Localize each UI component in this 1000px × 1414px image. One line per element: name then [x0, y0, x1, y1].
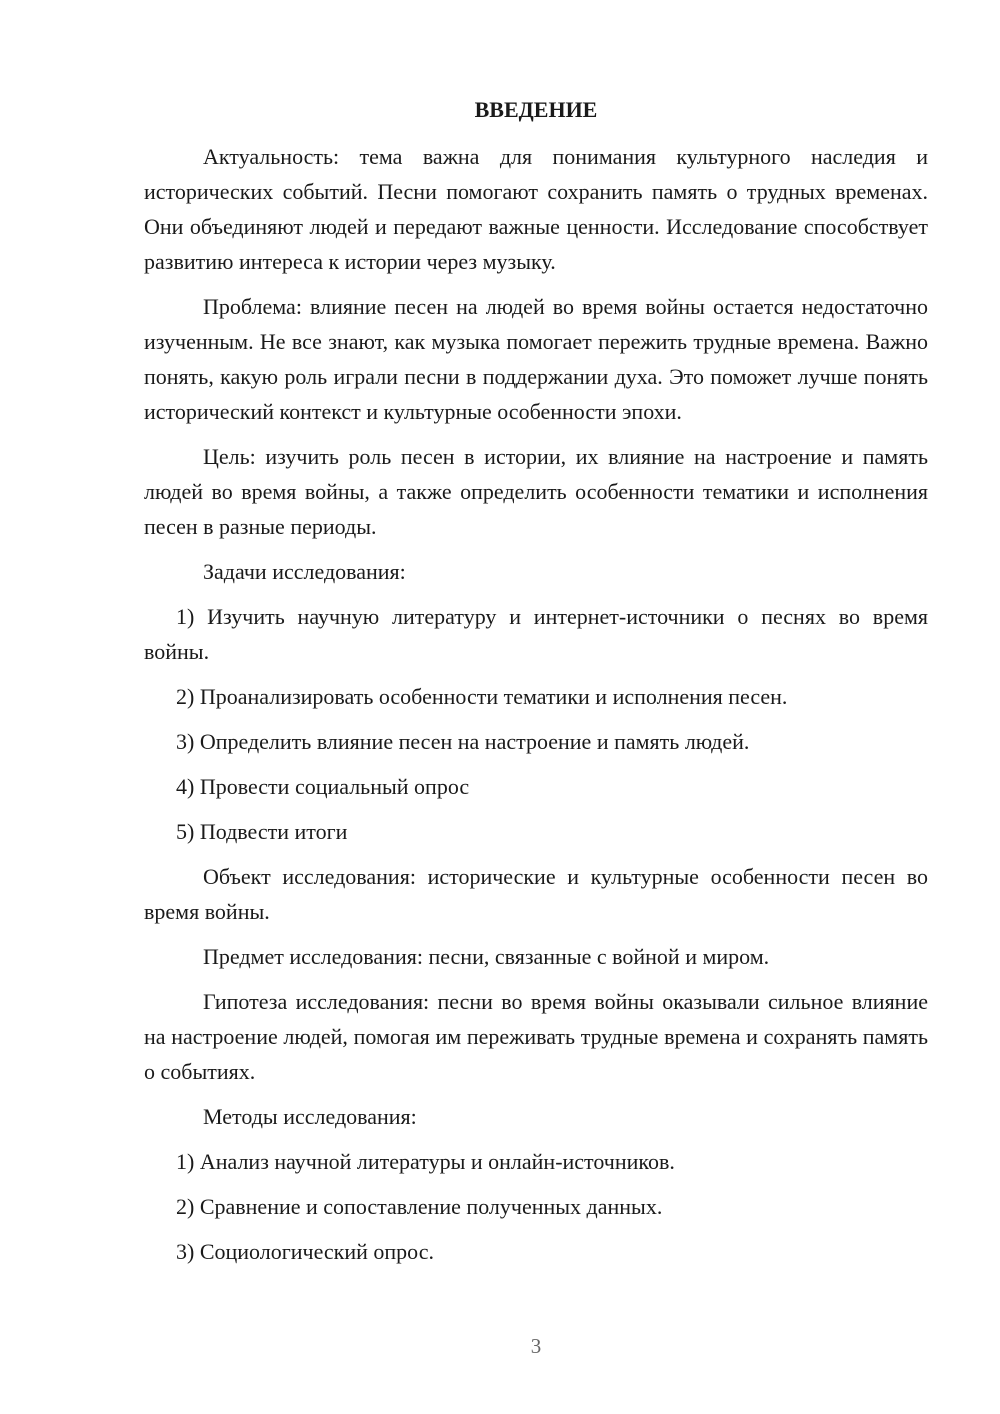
task-item: 3) Определить влияние песен на настроение и память людей. [176, 729, 750, 754]
page-number: 3 [530, 1334, 542, 1358]
methods-heading: Методы исследования: [203, 1104, 417, 1129]
hypothesis-paragraph: Гипотеза исследования: песни во время войны оказывали сильное влияние на настроение людей, помогая им переживать трудные времена и сохранять память о событиях. [144, 989, 928, 1084]
method-item: 2) Сравнение и сопоставление полученных данных. [176, 1194, 663, 1219]
method-item: 3) Социологический опрос. [176, 1239, 434, 1264]
page-title: ВВЕДЕНИЕ [474, 97, 598, 122]
object-paragraph: Объект исследования: исторические и культурные особенности песен во время войны. [144, 864, 928, 924]
problem-paragraph: Проблема: влияние песен на людей во время войны остается недостаточно изученным. Не все знают, как музыка помогает пережить трудные времена. Важно понять, какую роль играли песни в поддержании духа. Это поможет лучше понять исторический контекст и культурные особенности эпохи. [144, 294, 928, 424]
method-item: 1) Анализ научной литературы и онлайн-источников. [176, 1149, 675, 1174]
task-item: 2) Проанализировать особенности тематики и исполнения песен. [176, 684, 788, 709]
page-body [144, 92, 928, 1279]
task-item: 1) Изучить научную литературу и интернет-источники о песнях во время войны. [144, 604, 928, 664]
subject-paragraph: Предмет исследования: песни, связанные с войной и миром. [203, 944, 770, 969]
goal-paragraph: Цель: изучить роль песен в истории, их влияние на настроение и память людей во время войны, а также определить особенности тематики и исполнения песен в разные периоды. [144, 444, 928, 539]
task-item: 5) Подвести итоги [176, 819, 348, 844]
relevance-paragraph: Актуальность: тема важна для понимания культурного наследия и исторических событий. Песни помогают сохранить память о трудных временах. Они объединяют людей и передают важные ценности. Исследование способствует развитию интереса к истории через музыку. [144, 144, 928, 274]
tasks-heading: Задачи исследования: [203, 559, 406, 584]
task-item: 4) Провести социальный опрос [176, 774, 470, 799]
